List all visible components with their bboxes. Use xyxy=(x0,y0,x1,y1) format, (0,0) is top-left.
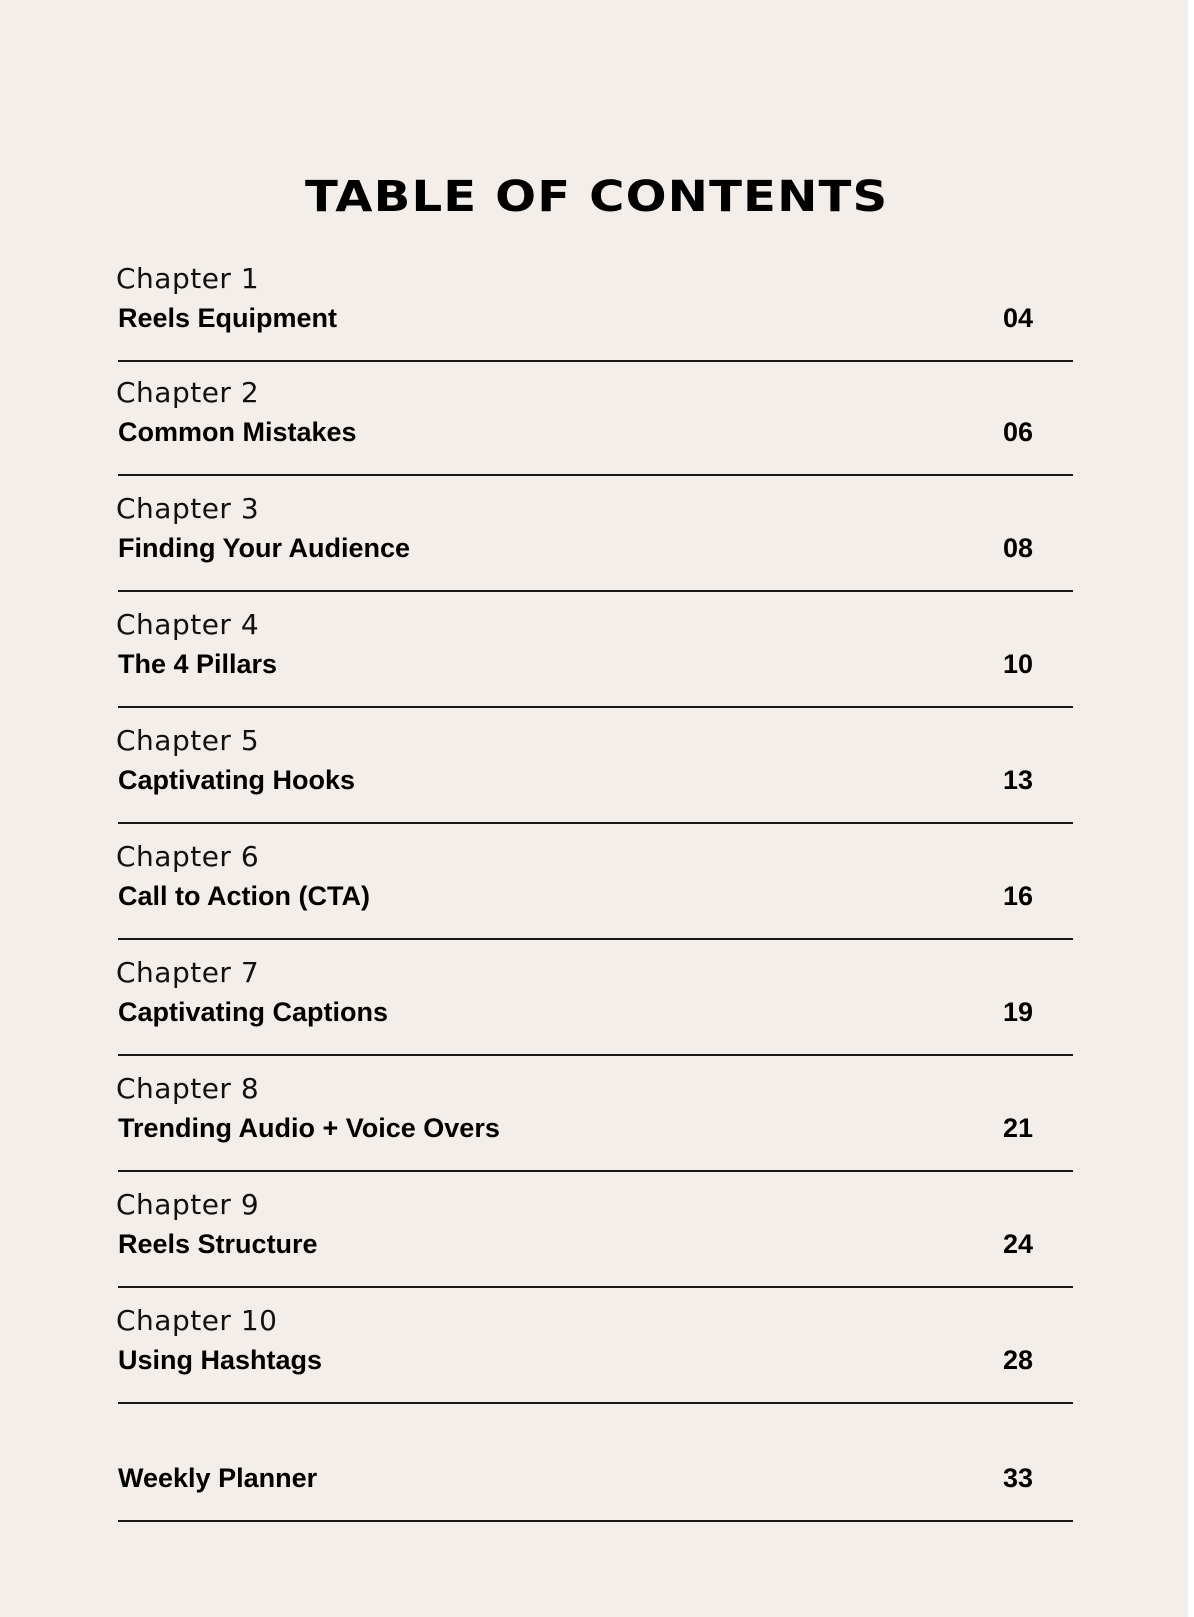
toc-entry-7[interactable] xyxy=(118,950,1073,1056)
chapter-title: The 4 Pillars xyxy=(118,649,278,679)
chapter-label: Chapter 3 xyxy=(116,492,260,525)
chapter-label: Chapter 6 xyxy=(116,840,260,873)
chapter-title: Reels Equipment xyxy=(118,303,338,333)
page-number: 04 xyxy=(1002,303,1033,333)
toc-entry-5[interactable] xyxy=(118,718,1073,824)
chapter-label: Chapter 1 xyxy=(116,262,260,295)
toc-entry-4[interactable] xyxy=(118,602,1073,708)
page-number: 16 xyxy=(1002,881,1033,911)
chapter-title: Call to Action (CTA) xyxy=(118,881,370,911)
chapter-label: Chapter 8 xyxy=(116,1072,260,1105)
chapter-title: Captivating Captions xyxy=(118,997,389,1027)
page-number: 21 xyxy=(1002,1113,1033,1143)
page-number: 19 xyxy=(1002,997,1033,1027)
chapter-title: Weekly Planner xyxy=(118,1463,318,1493)
chapter-title: Finding Your Audience xyxy=(118,533,411,563)
toc-entry-8[interactable] xyxy=(118,1066,1073,1172)
page-number: 13 xyxy=(1002,765,1033,795)
page-number: 06 xyxy=(1002,417,1033,447)
page-number: 24 xyxy=(1002,1229,1033,1259)
toc-entry-9[interactable] xyxy=(118,1182,1073,1288)
chapter-label: Chapter 7 xyxy=(116,956,260,989)
page-number: 33 xyxy=(1002,1463,1033,1493)
chapter-label: Chapter 2 xyxy=(116,376,260,409)
page-title: TABLE OF CONTENTS xyxy=(305,172,889,222)
page-number: 28 xyxy=(1002,1345,1033,1375)
chapter-label: Chapter 9 xyxy=(116,1188,260,1221)
toc-entry-6[interactable] xyxy=(118,834,1073,940)
page-number: 10 xyxy=(1002,649,1033,679)
chapter-title: Using Hashtags xyxy=(118,1345,323,1375)
toc-entry-3[interactable] xyxy=(118,486,1073,592)
chapter-label: Chapter 4 xyxy=(116,608,260,641)
toc-entry-1[interactable] xyxy=(118,256,1073,362)
chapter-label: Chapter 5 xyxy=(116,724,260,757)
chapter-title: Captivating Hooks xyxy=(118,765,356,795)
chapter-title: Trending Audio + Voice Overs xyxy=(118,1113,500,1143)
chapter-title: Reels Structure xyxy=(118,1229,318,1259)
chapter-label: Chapter 10 xyxy=(116,1304,278,1337)
chapter-title: Common Mistakes xyxy=(118,417,357,447)
page-number: 08 xyxy=(1002,533,1033,563)
toc-entry-weekly-planner[interactable] xyxy=(118,1416,1073,1522)
toc-entry-2[interactable] xyxy=(118,370,1073,476)
toc-entry-10[interactable] xyxy=(118,1298,1073,1404)
